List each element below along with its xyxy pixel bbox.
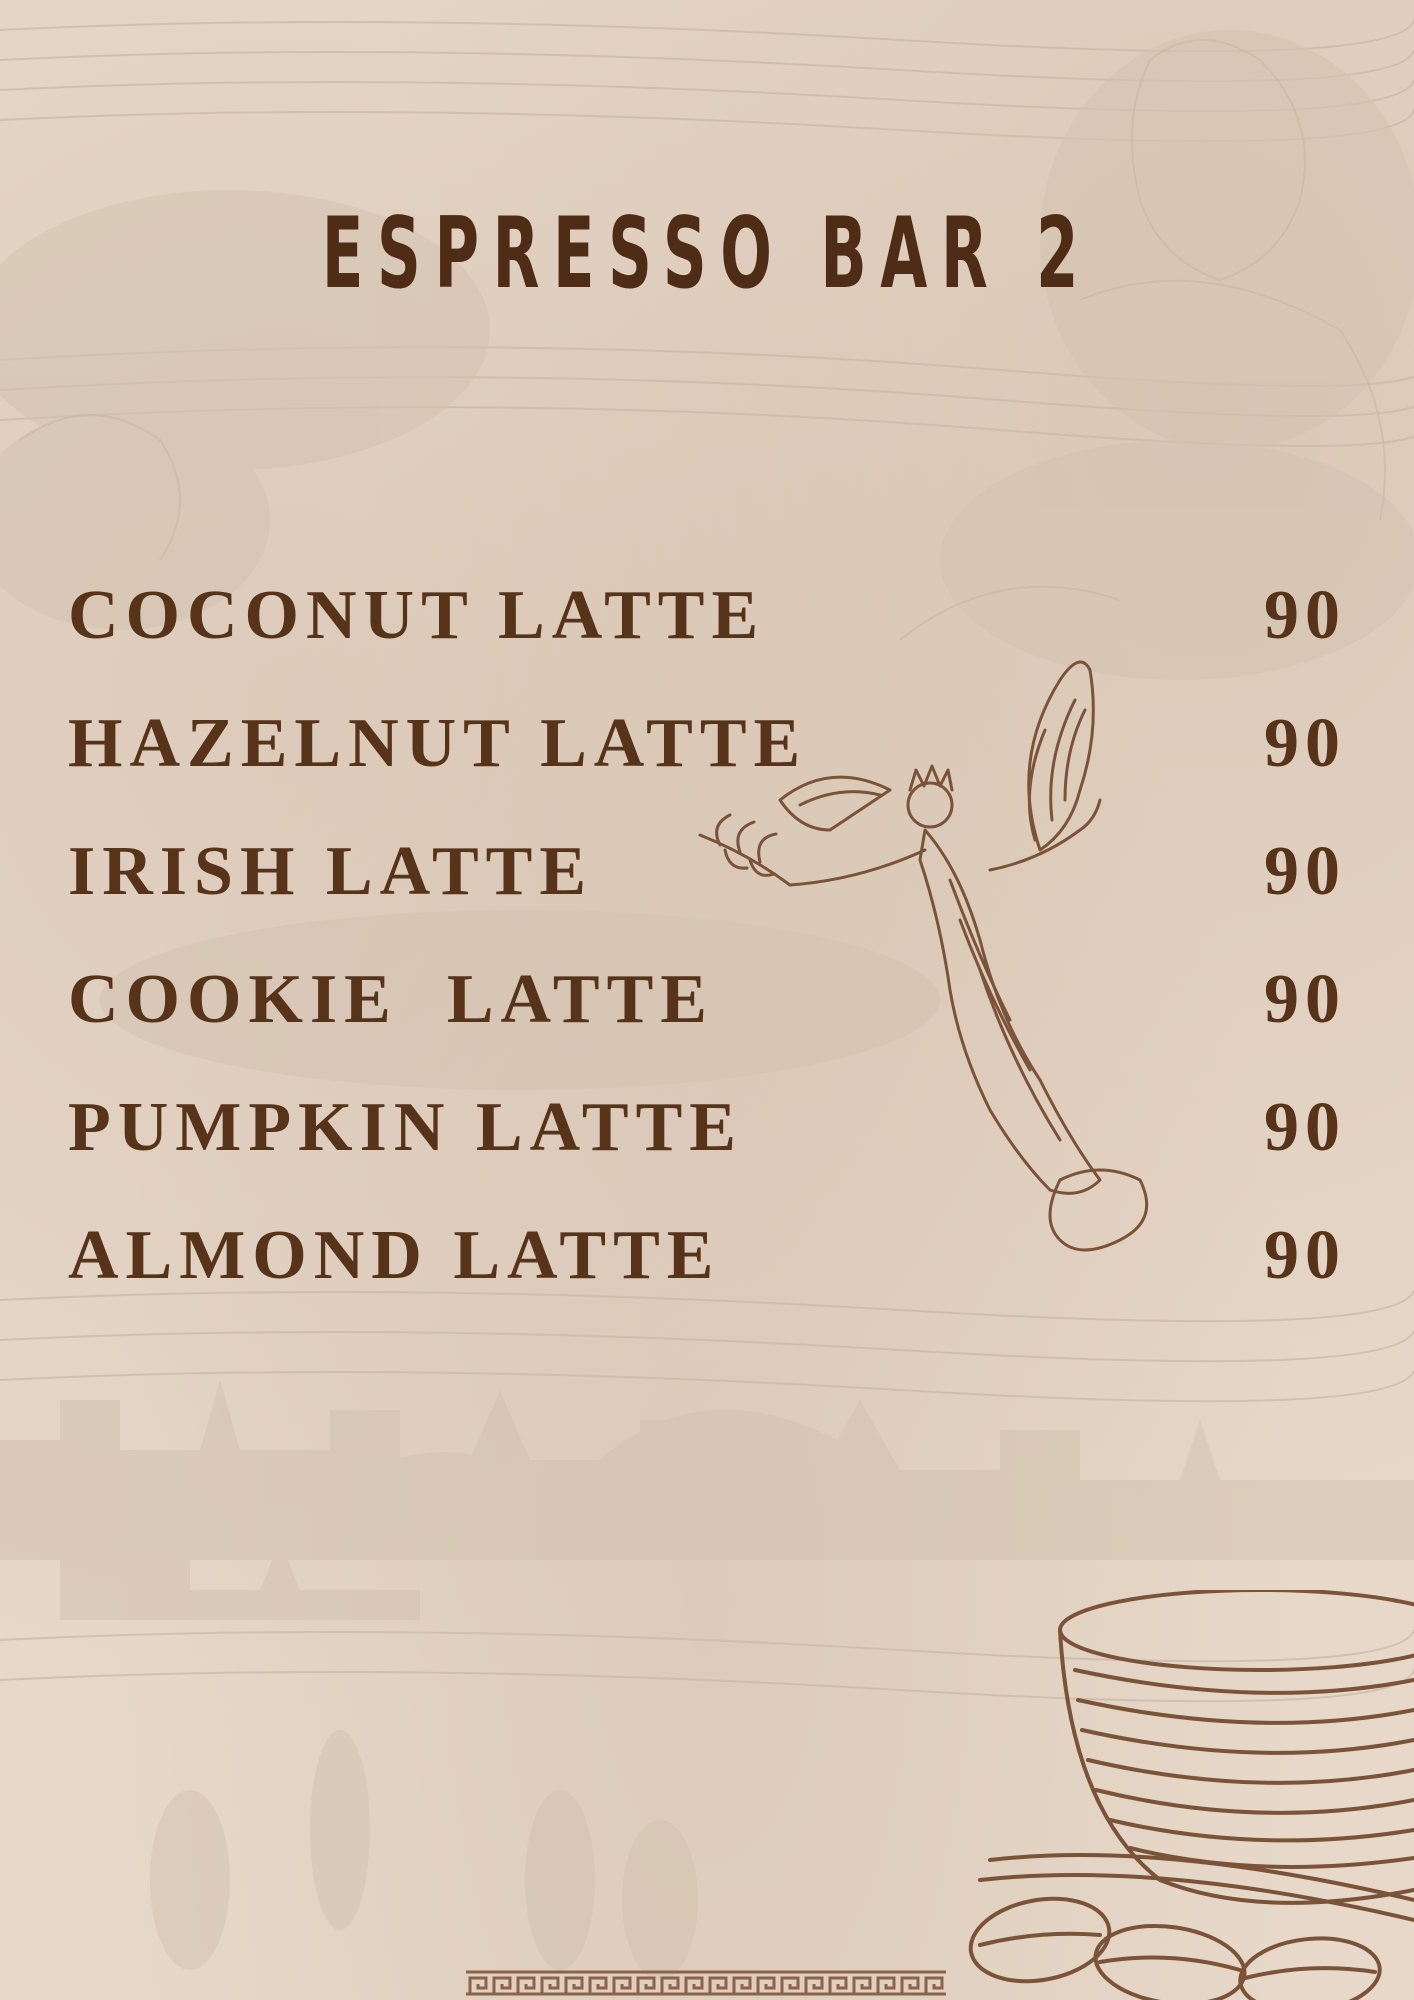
- menu-item-name: HAZELNUT LATTE: [68, 705, 808, 782]
- menu-item: [68, 1064, 1346, 1192]
- menu-item-name: COCONUT LATTE: [68, 577, 766, 654]
- menu-item-price: 90: [1264, 833, 1346, 910]
- menu-item: [68, 936, 1346, 1064]
- menu-item: [68, 552, 1346, 680]
- coffee-cup-illustration: [960, 1590, 1414, 2000]
- page-title: ESPRESSO BAR 2: [321, 197, 1093, 311]
- menu-item-name: ALMOND LATTE: [68, 1217, 721, 1294]
- menu-item-name: PUMPKIN LATTE: [68, 1089, 743, 1166]
- menu-item-price: 90: [1264, 961, 1346, 1038]
- menu-item-price: 90: [1264, 577, 1346, 654]
- greek-key-border: [466, 1968, 946, 1998]
- menu-item-price: 90: [1264, 705, 1346, 782]
- menu-list: [68, 552, 1346, 1320]
- menu-item: [68, 680, 1346, 808]
- menu-item-price: 90: [1264, 1089, 1346, 1166]
- menu-item-price: 90: [1264, 1217, 1346, 1294]
- menu-item-name: IRISH LATTE: [68, 833, 594, 910]
- menu-item-name: COOKIE LATTE: [68, 961, 714, 1038]
- menu-item: [68, 808, 1346, 936]
- menu-item: [68, 1192, 1346, 1320]
